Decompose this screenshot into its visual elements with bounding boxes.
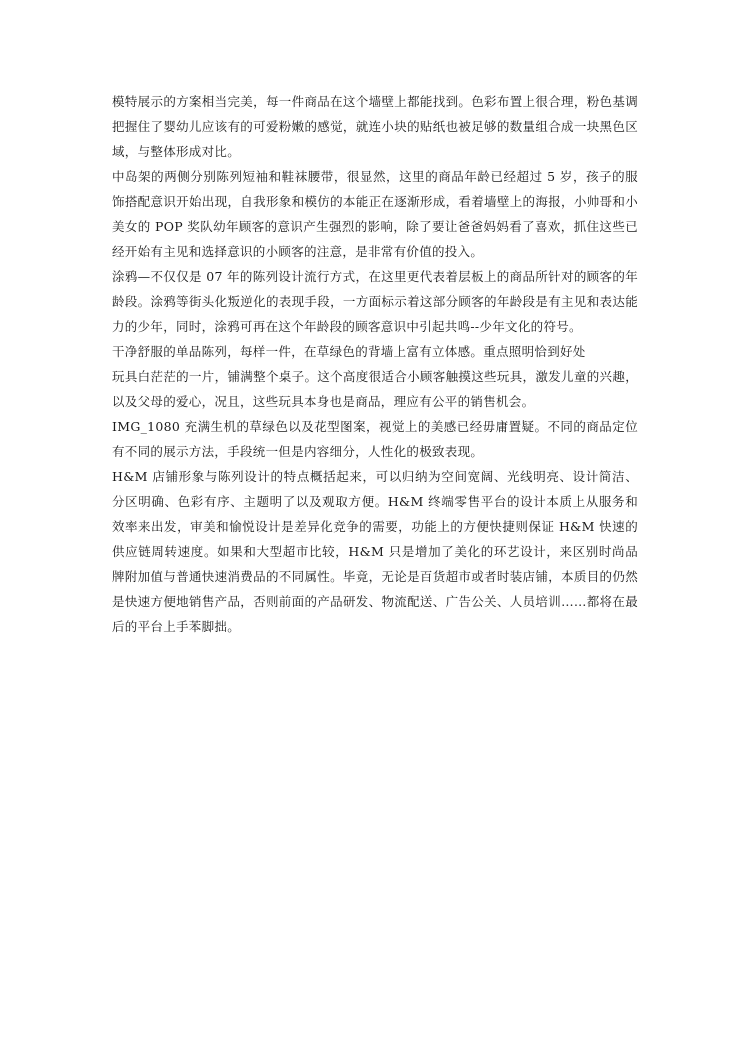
paragraph-3: 涂鸦—不仅仅是 07 年的陈列设计流行方式，在这里更代表着层板上的商品所针对的顾客的年龄段。涂鸦等街头化叛逆化的表现手段，一方面标示着这部分顾客的年龄段是有主见和表达能力的少年，同时，涂鸦可再在这个年龄段的顾客意识中引起共鸣--少年文化的符号。 (112, 269, 638, 334)
paragraph-7: H&M 店铺形象与陈列设计的特点概括起来，可以归纳为空间宽阔、光线明亮、设计简洁、分区明确、色彩有序、主题明了以及观取方便。H&M 终端零售平台的设计本质上从服务和效率来出发，审美和愉悦设计是差异化竞争的需要，功能上的方便快捷则保证 H&M 快速的供应链周转速度。如果和大型超市比较，H&M 只是增加了美化的环艺设计，来区别时尚品牌附加值与普通快速消费品的不同属性。毕竟，无论是百货超市或者时装店铺，本质目的仍然是快速方便地销售产品，否则前面的产品研发、物流配送、广告公关、人员培训……都将在最后的平台上手苯脚拙。 (112, 469, 638, 634)
paragraph-1: 模特展示的方案相当完美，每一件商品在这个墙壁上都能找到。色彩布置上很合理，粉色基调把握住了婴幼儿应该有的可爱粉嫩的感觉，就连小块的贴纸也被足够的数量组合成一块黑色区域，与整体形成对比。 (112, 94, 638, 159)
paragraph-4: 干净舒服的单品陈列，每样一件，在草绿色的背墙上富有立体感。重点照明恰到好处 (112, 344, 586, 359)
paragraph-6: IMG_1080 充满生机的草绿色以及花型图案，视觉上的美感已经毋庸置疑。不同的商品定位有不同的展示方法，手段统一但是内容细分，人性化的极致表现。 (112, 419, 638, 459)
paragraph-2: 中岛架的两侧分别陈列短袖和鞋袜腰带，很显然，这里的商品年龄已经超过 5 岁，孩子的服饰搭配意识开始出现，自我形象和模仿的本能正在逐渐形成，看着墙壁上的海报，小帅哥和小美女的 POP 奖队幼年顾客的意识产生强烈的影响，除了要让爸爸妈妈看了喜欢，抓住这些已经开始有主见和选择意识的小顾客的注意，是非常有价值的投入。 (112, 169, 638, 259)
paragraph-5: 玩具白茫茫的一片，铺满整个桌子。这个高度很适合小顾客触摸这些玩具，激发儿童的兴趣，以及父母的爱心，况且，这些玩具本身也是商品，理应有公平的销售机会。 (112, 369, 638, 409)
document-body (112, 89, 638, 639)
